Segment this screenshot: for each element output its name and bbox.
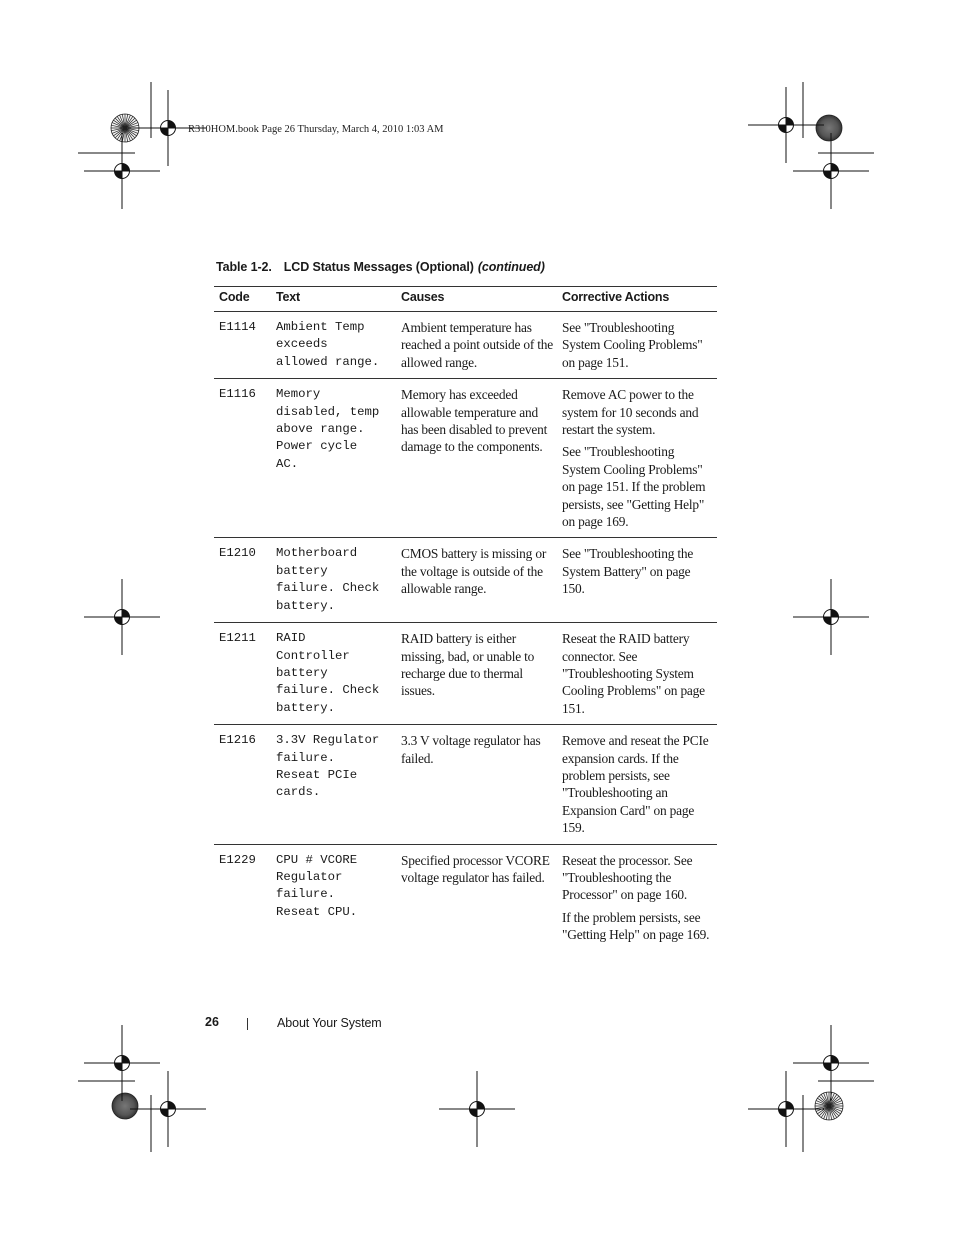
- action-paragraph: Remove and reseat the PCIe expansion cards. If the problem persists, see "Troubleshooting an Expansion Card" on page 159.: [562, 733, 709, 836]
- crosshair-mid-right: [793, 579, 869, 655]
- cell-causes: RAID battery is either missing, bad, or unable to recharge due to thermal issues.: [396, 623, 557, 725]
- crosshair-bottom-right-b: [748, 1071, 824, 1147]
- table-caption: [216, 260, 545, 274]
- action-paragraph: If the problem persists, see "Getting Help" on page 169.: [562, 909, 710, 943]
- cell-text: Ambient Temp exceeds allowed range.: [271, 312, 396, 379]
- action-paragraph: See "Troubleshooting System Cooling Problems" on page 151.: [562, 320, 703, 370]
- action-paragraph: Reseat the RAID battery connector. See "Troubleshooting System Cooling Problems" on page 151.: [562, 631, 705, 716]
- cell-causes: 3.3 V voltage regulator has failed.: [396, 725, 557, 844]
- cell-code: E1229: [219, 852, 256, 867]
- crosshair-bottom-right-a: [793, 1025, 869, 1101]
- cell-actions: [557, 538, 717, 623]
- cell-code: E1210: [214, 538, 271, 623]
- print-header: R310HOM.book Page 26 Thursday, March 4, 2010 1:03 AM: [188, 124, 444, 135]
- crosshair-bottom-left-a: [84, 1025, 160, 1101]
- table-row: [214, 725, 717, 844]
- cell-code: E1114: [214, 312, 271, 379]
- cell-text: Memory disabled, temp above range. Power cycle AC.: [271, 379, 396, 538]
- cell-text: RAID Controller battery failure. Check battery.: [271, 623, 396, 725]
- crosshair-bottom-center: [439, 1071, 515, 1147]
- cell-causes: Specified processor VCORE voltage regulator has failed.: [401, 852, 550, 885]
- cell-text: 3.3V Regulator failure. Reseat PCIe cards.: [271, 725, 396, 844]
- cell-causes: Ambient temperature has reached a point outside of the allowed range.: [396, 312, 557, 379]
- table-number: Table 1-2.: [216, 260, 272, 274]
- cell-actions: [557, 312, 717, 379]
- crosshair-top-right-b: [793, 133, 869, 209]
- action-paragraph: See "Troubleshooting System Cooling Problems" on page 151. If the problem persists, see "Getting Help" on page 169.: [562, 444, 706, 530]
- table-row: [214, 623, 717, 725]
- cell-actions: [557, 844, 717, 951]
- lcd-status-table: [214, 286, 717, 951]
- footer-section-title: About Your System: [277, 1016, 382, 1030]
- header-causes: Causes: [396, 287, 557, 312]
- cell-text: CPU # VCORE Regulator failure. Reseat CPU.: [276, 852, 358, 919]
- header-corrective-actions: Corrective Actions: [557, 287, 717, 312]
- crosshair-top-right-a: [748, 87, 824, 163]
- speckle-target-top-right: [816, 115, 842, 141]
- table-row: [214, 312, 717, 379]
- action-paragraph: Reseat the processor. See "Troubleshooting the Processor" on page 160.: [562, 852, 693, 903]
- cell-actions: [557, 379, 717, 538]
- cell-actions: [557, 725, 717, 844]
- cell-actions: [557, 623, 717, 725]
- crosshair-top-left-b: [84, 133, 160, 209]
- header-text: Text: [271, 287, 396, 312]
- star-target-bottom-right: [815, 1092, 843, 1120]
- speckle-target-bottom-left: [112, 1093, 138, 1119]
- action-paragraph: Remove AC power to the system for 10 seconds and restart the system.: [562, 387, 699, 438]
- cell-code: E1216: [214, 725, 271, 844]
- cell-code: E1211: [214, 623, 271, 725]
- page-number: 26: [205, 1015, 219, 1029]
- table-row: [214, 379, 717, 538]
- table-row: [214, 844, 717, 951]
- cell-code: E1116: [214, 379, 271, 538]
- table-title: LCD Status Messages (Optional): [283, 260, 474, 274]
- cell-causes: CMOS battery is missing or the voltage is outside of the allowable range.: [396, 538, 557, 623]
- table-row: [214, 538, 717, 623]
- continued-label: (continued): [477, 260, 545, 274]
- cell-text: Motherboard battery failure. Check battery.: [271, 538, 396, 623]
- table-header-row: [214, 287, 717, 312]
- footer-divider: [247, 1018, 248, 1030]
- action-paragraph: See "Troubleshooting the System Battery" on page 150.: [562, 546, 694, 597]
- cell-causes: Memory has exceeded allowable temperature and has been disabled to prevent damage to the components.: [396, 379, 557, 538]
- crosshair-bottom-left-b: [130, 1071, 206, 1147]
- crosshair-mid-left: [84, 579, 160, 655]
- header-code: Code: [214, 287, 271, 312]
